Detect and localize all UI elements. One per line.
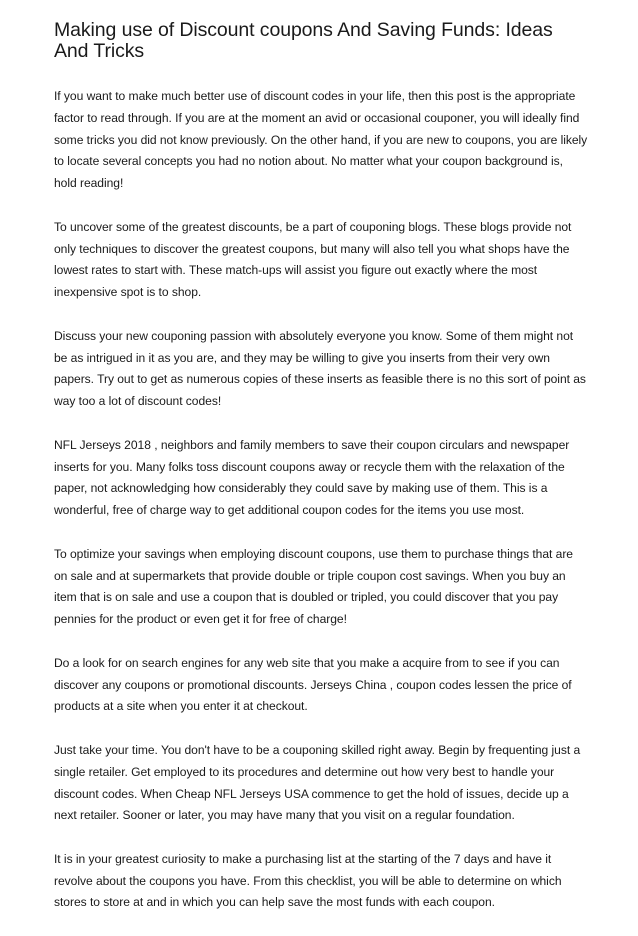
paragraph-1: If you want to make much better use of discount codes in your life, then this post is the appropriate factor to read through. If you are at the moment an avid or occasional couponer, you will ideally find some tricks you did not know previously. On the other hand, if you are new to coupons, you are likely to locate several concepts you had no notion about. No matter what your coupon background is, hold reading! [54,89,588,191]
paragraph-3: Discuss your new couponing passion with absolutely everyone you know. Some of them might not be as intrigued in it as you are, and they may be willing to give you inserts from their very own papers. Try out to get as numerous copies of these inserts as feasible there is no this sort of point as way too a lot of discount codes! [54,328,586,409]
paragraph-4: NFL Jerseys 2018 , neighbors and family members to save their coupon circulars and newspaper inserts for you. Many folks toss discount coupons away or recycle them with the relaxation of the paper, not acknowledging how considerably they could save by making use of them. This is a wonderful, free of charge way to get additional coupon codes for the items you use most. [54,437,570,518]
document-title: Making use of Discount coupons And Saving Funds: Ideas And Tricks [54,19,553,62]
paragraph-6: Do a look for on search engines for any web site that you make a acquire from to see if you can discover any coupons or promotional discounts. Jerseys China , coupon codes lessen the price of products at a site when you enter it at checkout. [54,655,572,714]
document-page [54,20,588,936]
paragraph-5: To optimize your savings when employing discount coupons, use them to purchase things that are on sale and at supermarkets that provide double or triple coupon cost savings. When you buy an item that is on sale and use a coupon that is doubled or tripled, you could discover that you pay pennies for the product or even get it for free of charge! [54,546,573,627]
paragraph-2: To uncover some of the greatest discounts, be a part of couponing blogs. These blogs provide not only techniques to discover the greatest coupons, but many will also tell you what shops have the lowest rates to start with. These match-ups will assist you figure out exactly where the most inexpensive spot is to shop. [54,219,572,300]
paragraph-8: It is in your greatest curiosity to make a purchasing list at the starting of the 7 days and have it revolve about the coupons you have. From this checklist, you will be able to determine on which stores to store at and in which you can help save the most funds with each coupon. [54,851,562,910]
paragraph-7: Just take your time. You don't have to be a couponing skilled right away. Begin by frequenting just a single retailer. Get employed to its procedures and determine out how very best to handle your discount codes. When Cheap NFL Jerseys USA commence to get the hold of issues, decide up a next retailer. Sooner or later, you may have many that you visit on a regular foundation. [54,742,581,823]
